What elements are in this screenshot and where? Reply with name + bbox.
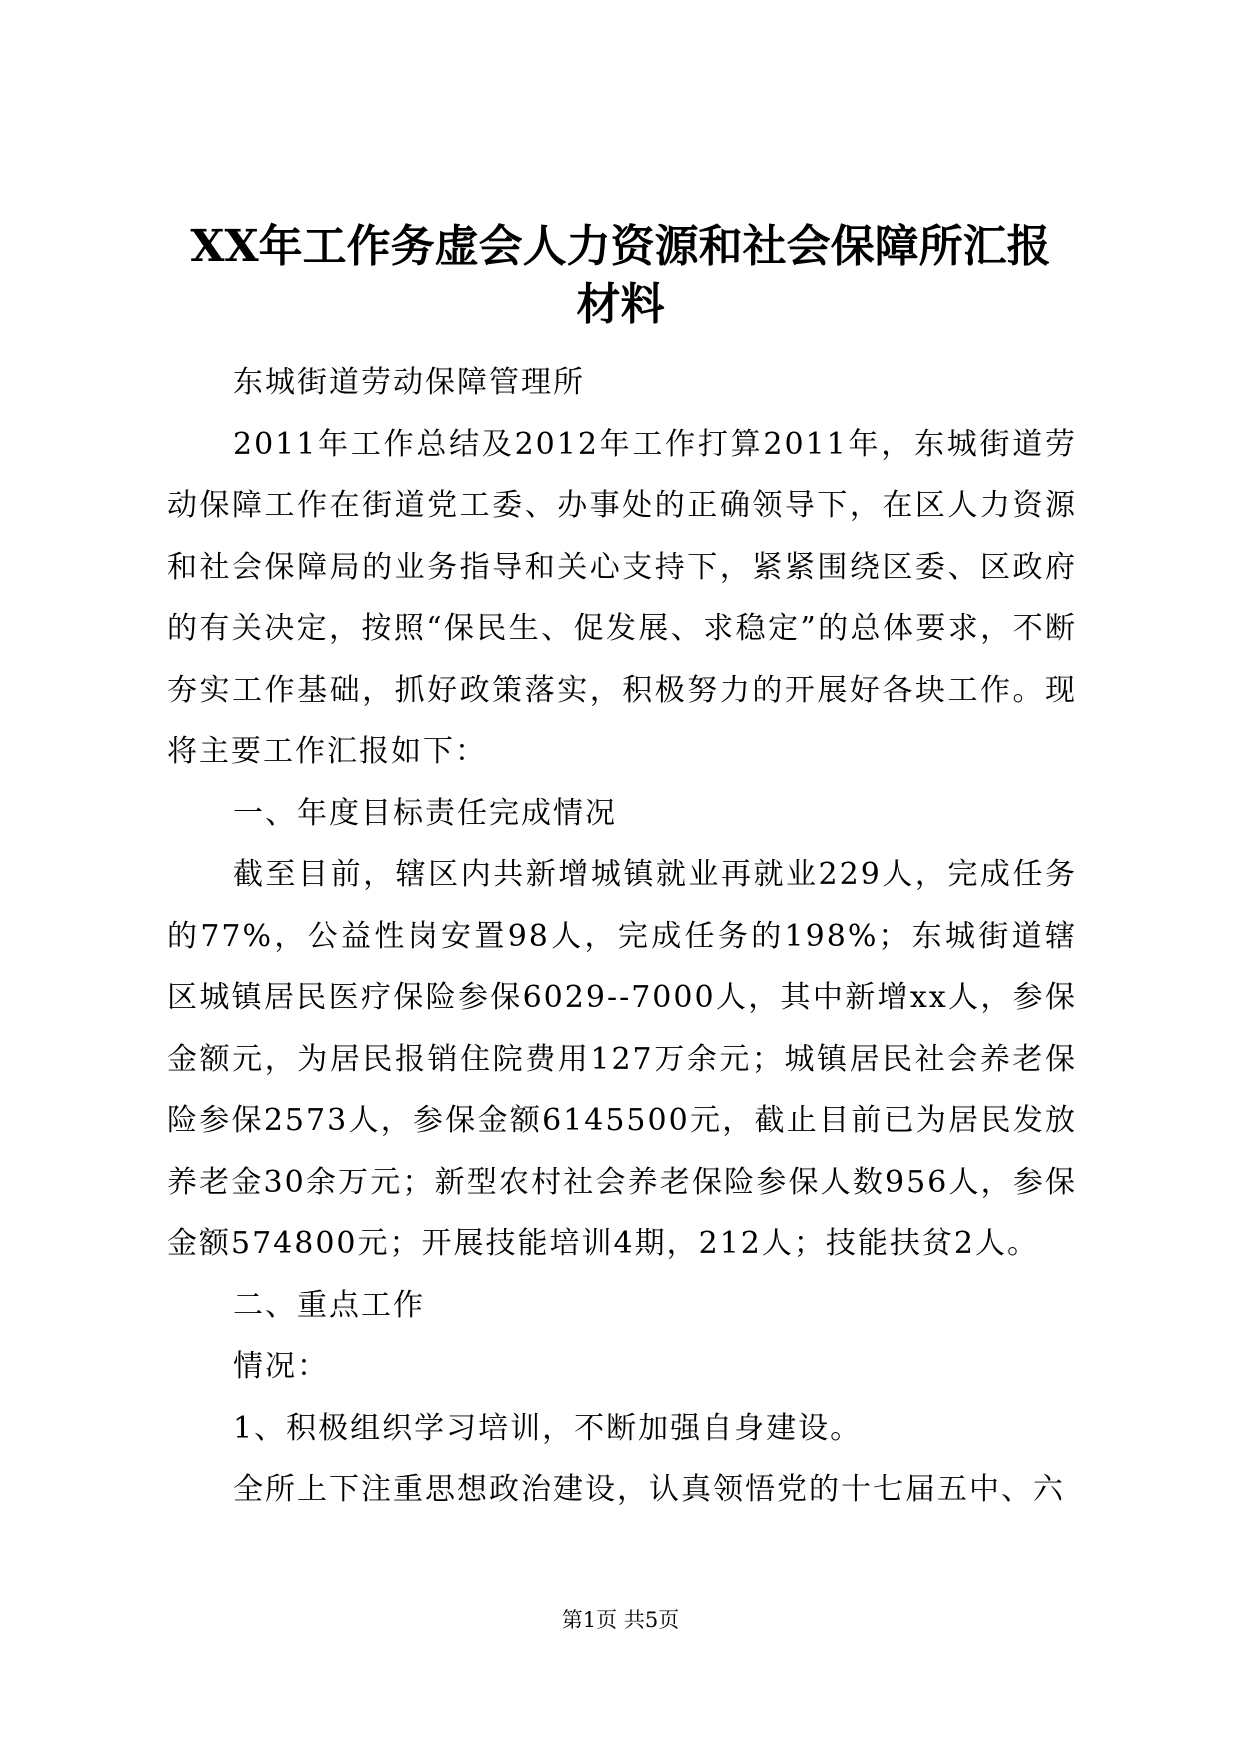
paragraph-situation: 情况： xyxy=(233,1349,329,1384)
section-heading-1: 一、年度目标责任完成情况 xyxy=(233,795,617,831)
subheading-1: 1、积极组织学习培训，不断加强自身建设。 xyxy=(233,1410,863,1446)
paragraph-intro: 2011年工作总结及2012年工作打算2011年，东城街道劳动保障工作在街道党工委、办事处的正确领导下，在区人力资源和社会保障局的业务指导和关心支持下，紧紧围绕区委、区政府的有关决定，按照“保民生、促发展、求稳定”的总体要求，不断夯实工作基础，抓好政策落实，积极努力的开展好各块工作。现将主要工作汇报如下： xyxy=(167,426,1077,769)
section-heading-2: 二、重点工作 xyxy=(233,1287,425,1323)
page-footer: 第1页 共5页 xyxy=(561,1608,680,1632)
paragraph-targets: 截至目前，辖区内共新增城镇就业再就业229人，完成任务的77%，公益性岗安置98人，完成任务的198%；东城街道辖区城镇居民医疗保险参保6029--7000人，其中新增xx人，参保金额元，为居民报销住院费用127万余元；城镇居民社会养老保险参保2573人，参保金额6145500元，截止目前已为居民发放养老金30余万元；新型农村社会养老保险参保人数956人，参保金额574800元；开展技能培训4期，212人；技能扶贫2人。 xyxy=(167,857,1077,1261)
author-line: 东城街道劳动保障管理所 xyxy=(233,365,585,400)
paragraph-study: 全所上下注重思想政治建设，认真领悟党的十七届五中、六 xyxy=(233,1472,1065,1507)
title-line-2: 材料 xyxy=(576,279,665,330)
document-title xyxy=(150,218,1091,334)
document-body xyxy=(167,352,1077,1521)
title-line-1: XX年工作务虚会人力资源和社会保障所汇报 xyxy=(190,221,1051,272)
